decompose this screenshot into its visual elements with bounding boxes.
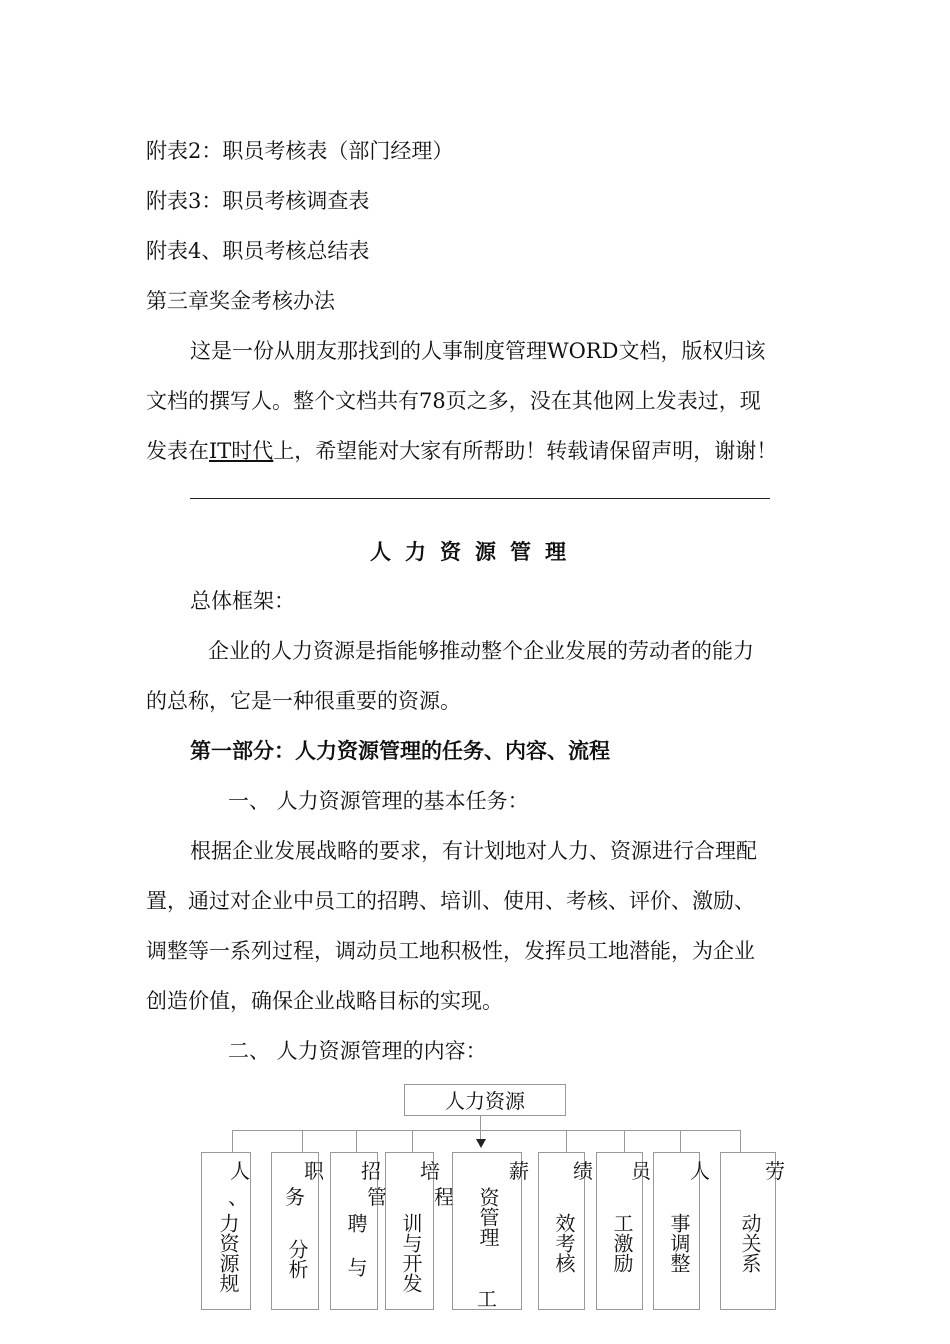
box-7-top: 员 [631, 1159, 651, 1183]
section-1-heading: 一、 人力资源管理的基本任务： [228, 789, 529, 813]
notice-prefix: 发表在 [146, 439, 209, 463]
org-box-recruitment [330, 1152, 387, 1310]
org-box-hr-planning [201, 1152, 251, 1310]
box-2-column: 分析 [285, 1239, 309, 1279]
box-3-column: 聘与 [344, 1213, 368, 1301]
it-era-link[interactable]: IT时代 [209, 439, 274, 463]
box-5-column: 资管理 [476, 1187, 500, 1247]
framework-label: 总体框架： [190, 589, 295, 613]
section-2-heading: 二、 人力资源管理的内容： [228, 1039, 487, 1063]
box-9-column: 动关系 [738, 1213, 762, 1273]
document-title: 人力资源管理 [370, 540, 580, 564]
box-6-column: 效考核 [552, 1213, 576, 1273]
org-box-training [385, 1152, 454, 1310]
section-1-body-3: 调整等一系列过程，调动员工地积极性，发挥员工地潜能，为企业 [146, 939, 755, 963]
org-box-performance [538, 1152, 593, 1310]
org-drop [302, 1130, 303, 1152]
appendix-4-line: 附表4、职员考核总结表 [146, 239, 370, 263]
org-connector-horizontal [232, 1130, 740, 1131]
box-7-column: 工激励 [610, 1213, 634, 1273]
org-box-job-analysis [271, 1152, 324, 1310]
box-2-mid: 务 [285, 1185, 305, 1209]
org-root-box: 人力资源 [404, 1084, 566, 1116]
org-connector-vertical [480, 1116, 481, 1140]
notice-line-2: 文档的撰写人。整个文档共有78页之多，没在其他网上发表过，现 [146, 389, 761, 413]
separator-rule [190, 498, 770, 499]
box-8-top: 人 [690, 1159, 710, 1183]
org-drop [232, 1130, 233, 1152]
org-drop [356, 1130, 357, 1152]
org-box-personnel-adjust [653, 1152, 710, 1310]
notice-suffix: 上，希望能对大家有所帮助！转载请保留声明，谢谢！ [273, 439, 778, 463]
box-1-column: 力资源规 [216, 1213, 240, 1293]
part-1-heading: 第一部分：人力资源管理的任务、内容、流程 [190, 739, 610, 763]
box-5-top: 薪 [509, 1159, 529, 1183]
section-1-body-4: 创造价值，确保企业战略目标的实现。 [146, 989, 503, 1013]
org-box-motivation [596, 1152, 651, 1310]
box-8-column: 事调整 [667, 1213, 691, 1273]
org-drop [566, 1130, 567, 1152]
intro-line-2: 的总称，它是一种很重要的资源。 [146, 689, 461, 713]
box-4-column: 训与开发 [399, 1213, 423, 1293]
box-4-mid: 程 [434, 1185, 454, 1209]
org-box-labor-relations [720, 1152, 785, 1310]
box-5-tail: 工 [477, 1287, 497, 1311]
section-1-body-2: 置，通过对企业中员工的招聘、培训、使用、考核、评价、激励、 [146, 889, 755, 913]
org-arrow-icon [476, 1139, 486, 1148]
org-drop [624, 1130, 625, 1152]
box-3-top: 招 [361, 1159, 381, 1183]
appendix-3-line: 附表3：职员考核调查表 [146, 189, 370, 213]
box-3-mid: 管 [367, 1185, 387, 1209]
box-1-top: 人 [230, 1159, 250, 1183]
intro-line-1: 企业的人力资源是指能够推动整个企业发展的劳动者的能力 [208, 639, 754, 663]
appendix-2-line: 附表2：职员考核表（部门经理） [146, 139, 454, 163]
org-drop [680, 1130, 681, 1152]
box-4-top: 培 [420, 1159, 440, 1183]
chapter-3-line: 第三章奖金考核办法 [146, 289, 335, 313]
section-1-body-1: 根据企业发展战略的要求，有计划地对人力、资源进行合理配 [190, 839, 757, 863]
org-drop [412, 1130, 413, 1152]
notice-line-1: 这是一份从朋友那找到的人事制度管理WORD文档，版权归该 [190, 339, 766, 363]
notice-line-3 [146, 437, 777, 465]
org-box-compensation [452, 1152, 529, 1311]
org-drop [740, 1130, 741, 1152]
box-9-top: 劳 [765, 1159, 785, 1183]
box-6-top: 绩 [573, 1159, 593, 1183]
box-2-top: 职 [304, 1159, 324, 1183]
box-1-sep: 、 [228, 1185, 248, 1209]
